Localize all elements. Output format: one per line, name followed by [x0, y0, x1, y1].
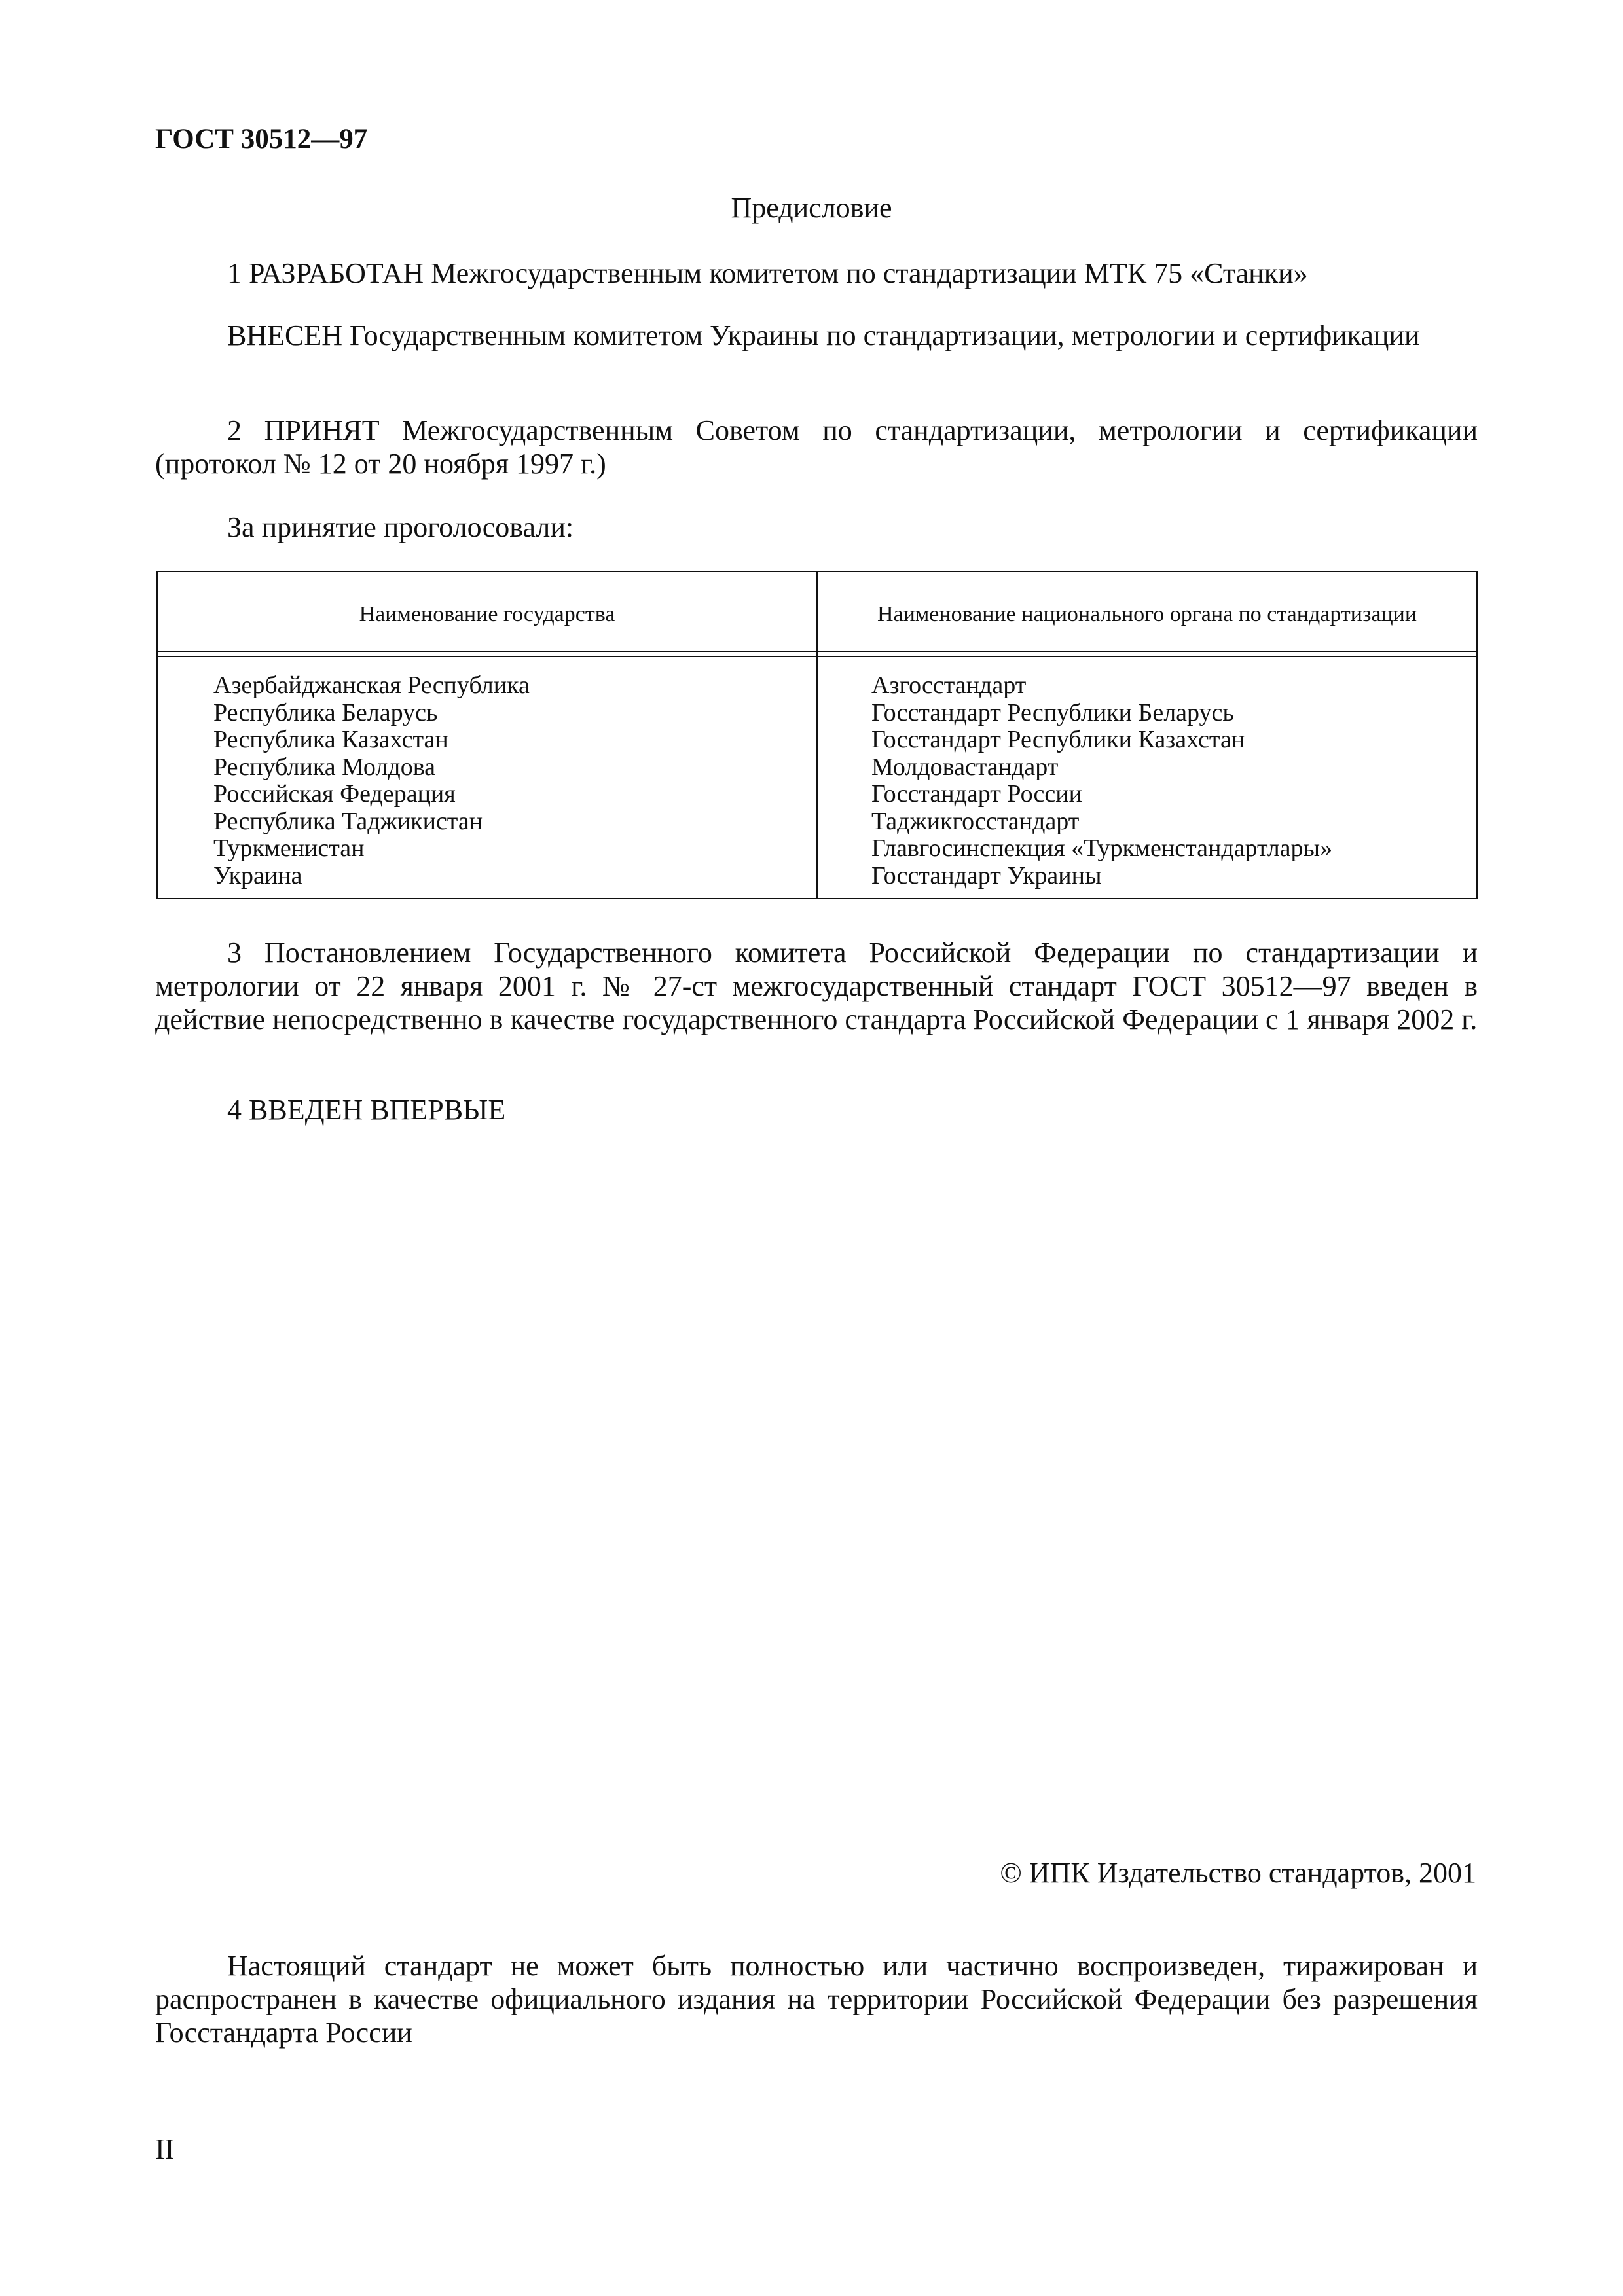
- table-cell-state: Украина: [213, 861, 302, 889]
- table-cell-state: Республика Беларусь: [213, 698, 438, 726]
- table-column-standards-bodies: [871, 672, 1332, 889]
- copyright-notice: © ИПК Издательство стандартов, 2001: [1000, 1857, 1476, 1889]
- enacted-paragraph: 3 Постановлением Государственного комитета Российской Федерации по стандартизации и метрологии от 22 января 2001 г. № 27-ст межгосударственный стандарт ГОСТ 30512—97 введен в действие непосредственно в качестве государственного стандарта Российской Федерации с 1 января 2002 г.: [155, 937, 1478, 1035]
- table-header-rule: [158, 651, 1476, 652]
- developed-by-paragraph: 1 РАЗРАБОТАН Межгосударственным комитетом по стандартизации МТК 75 «Станки»: [227, 257, 1308, 289]
- table-cell-standards-body: Госстандарт Республики Беларусь: [871, 698, 1234, 726]
- table-cell-state: Туркменистан: [213, 834, 365, 862]
- table-cell-standards-body: Главгосинспекция «Туркменстандартлары»: [871, 834, 1333, 862]
- table-cell-state: Республика Казахстан: [213, 726, 448, 753]
- introduced-by-paragraph: ВНЕСЕН Государственным комитетом Украины по стандартизации, метрологии и сертификации: [227, 319, 1420, 351]
- preface-title: Предисловие: [731, 192, 892, 224]
- table-cell-standards-body: Молдовастандарт: [871, 753, 1059, 781]
- first-introduced-paragraph: 4 ВВЕДЕН ВПЕРВЫЕ: [227, 1094, 506, 1126]
- table-cell-state: Азербайджанская Республика: [213, 672, 530, 699]
- table-cell-standards-body: Госстандарт Республики Казахстан: [871, 726, 1245, 753]
- table-cell-standards-body: Азгосстандарт: [871, 672, 1027, 699]
- table-cell-state: Российская Федерация: [213, 780, 456, 808]
- table-header-state: Наименование государства: [359, 602, 615, 626]
- page-number: II: [155, 2133, 175, 2165]
- document-code: ГОСТ 30512—97: [155, 124, 368, 154]
- table-header-rule-double: [158, 656, 1476, 657]
- table-cell-standards-body: Госстандарт Украины: [871, 861, 1102, 889]
- table-cell-standards-body: Госстандарт России: [871, 780, 1082, 808]
- table-cell-state: Республика Молдова: [213, 753, 436, 781]
- table-cell-standards-body: Таджикгосстандарт: [871, 807, 1080, 835]
- adopted-by-paragraph: 2 ПРИНЯТ Межгосударственным Советом по стандартизации, метрологии и сертификации (протокол № 12 от 20 ноября 1997 г.): [155, 414, 1478, 480]
- table-cell-state: Республика Таджикистан: [213, 807, 483, 835]
- reproduction-notice: Настоящий стандарт не может быть полностью или частично воспроизведен, тиражирован и распространен в качестве официального издания на территории Российской Федерации без разрешения Госстандарта России: [155, 1950, 1478, 2049]
- voting-states-table: [156, 571, 1478, 899]
- table-column-states: [213, 672, 530, 889]
- vote-label: За принятие проголосовали:: [227, 511, 574, 543]
- table-header-standards-body: Наименование национального органа по стандартизации: [877, 602, 1417, 626]
